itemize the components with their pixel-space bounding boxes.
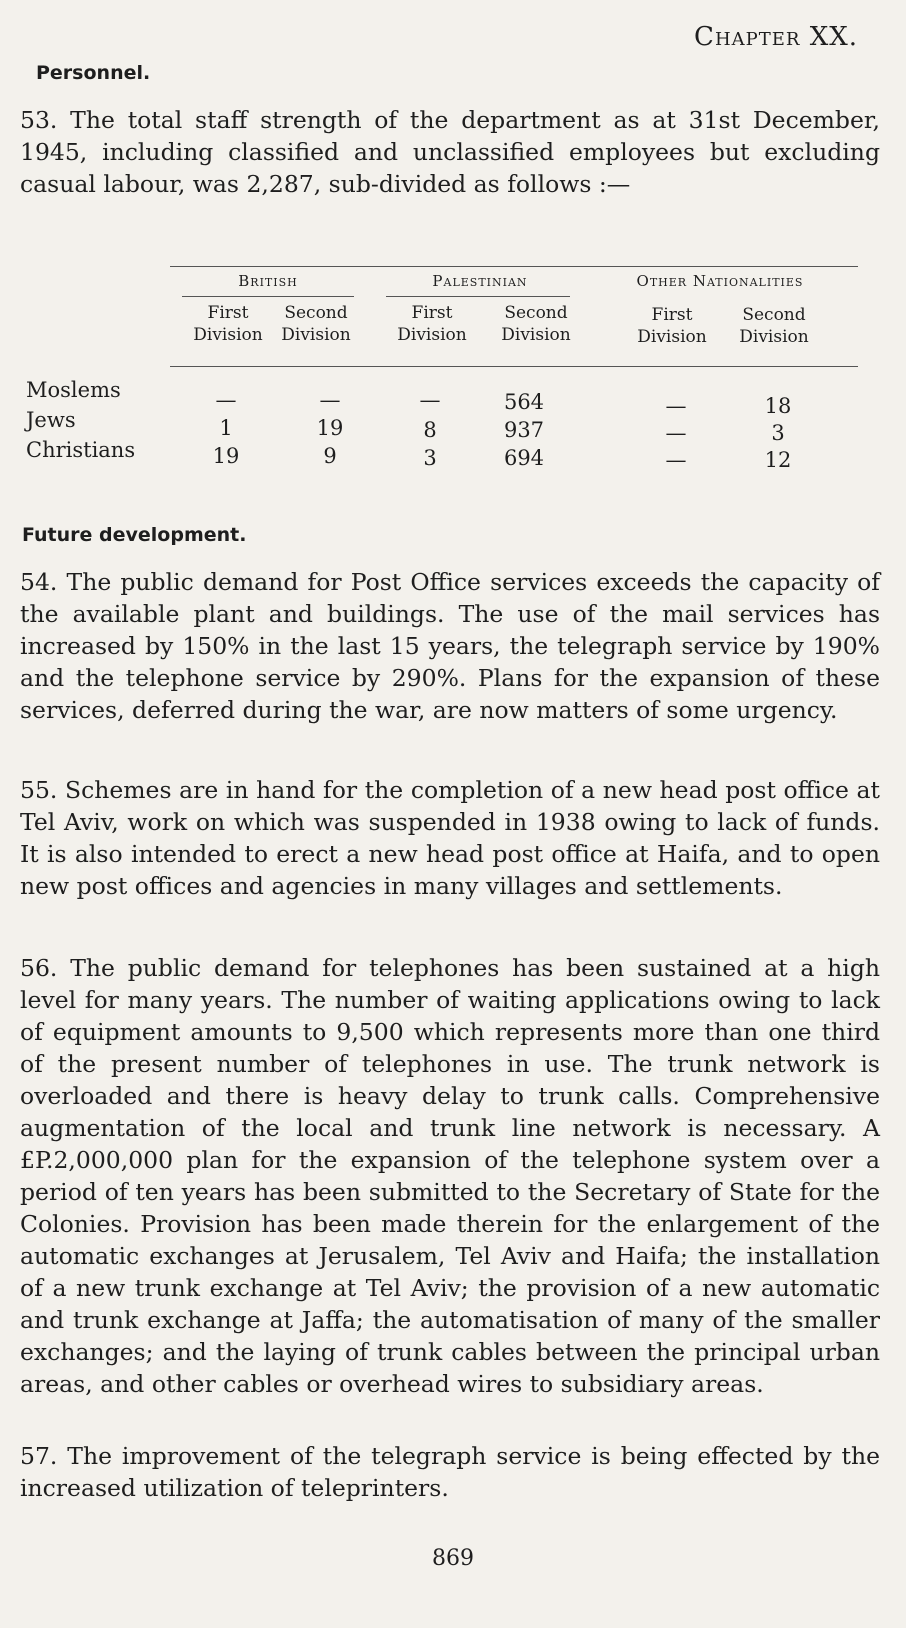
sub-header-british-first (178, 302, 278, 346)
sub-header-text: Division (193, 325, 263, 345)
table-cell: 3 (771, 421, 785, 445)
paragraph-54: 54. The public demand for Post Office services exceeds the capacity of the available plant and buildings. The use of the mail services has increased by 150% in the last 15 years, the telegraph service by 190% and the telephone service by 290%. Plans for the expansion of these services, deferred during the war, are now matters of some urgency. (20, 568, 880, 724)
table-cell: 19 (212, 444, 240, 468)
sub-header-other-first (622, 304, 722, 348)
table-cell: — (665, 421, 687, 445)
table-cell: 12 (764, 448, 792, 472)
sub-header-text: Division (739, 327, 809, 347)
paragraph-53: 53. The total staff strength of the department as at 31st December, 1945, including classified and unclassified employees but excluding casual labour, was 2,287, sub-divided as follows :— (20, 106, 880, 198)
sub-header-text: Second (504, 303, 568, 323)
sub-header-text: Division (501, 325, 571, 345)
table-header-rule (170, 366, 858, 367)
table-cell: — (215, 388, 237, 412)
row-label-moslems: Moslems (26, 378, 121, 402)
sub-header-text: Division (397, 325, 467, 345)
table-cell: 19 (316, 416, 344, 440)
sub-header-text: Division (281, 325, 351, 345)
sub-header-text: Second (742, 305, 806, 325)
table-cell: 9 (323, 444, 337, 468)
table-cell: 694 (503, 446, 545, 470)
group-header-british: British (238, 272, 298, 290)
table-cell: 1 (219, 416, 233, 440)
sub-header-palestinian-first (382, 302, 482, 346)
sub-header-other-second (724, 304, 824, 348)
page-number: 869 (432, 1546, 474, 1571)
table-top-rule (170, 266, 858, 267)
paragraph-56: 56. The public demand for telephones has been sustained at a high level for many years. The number of waiting applications owing to lack of equipment amounts to 9,500 which represents more than one third of the present number of telephones in use. The trunk network is overloaded and there is heavy delay to trunk calls. Comprehensive augmentation of the local and trunk line network is necessary. A £P.2,000,000 plan for the expansion of the telephone system over a period of ten years has been submitted to the Secretary of State for the Colonies. Provision has been made therein for the enlargement of the automatic exchanges at Jerusalem, Tel Aviv and Haifa; the installation of a new trunk exchange at Tel Aviv; the provision of a new automatic and trunk exchange at Jaffa; the automatisation of many of the smaller exchanges; and the laying of trunk cables between the principal urban areas, and other cables or overhead wires to subsidiary areas. (20, 954, 880, 1398)
table-cell: 937 (503, 418, 545, 442)
paragraph-55: 55. Schemes are in hand for the completion of a new head post office at Tel Aviv, work on which was suspended in 1938 owing to lack of funds. It is also intended to erect a new head post office at Haifa, and to open new post offices and agencies in many villages and settlements. (20, 776, 880, 900)
row-label-jews: Jews (26, 408, 76, 432)
row-label-christians: Christians (26, 438, 136, 462)
sub-header-text: First (207, 303, 249, 323)
section-heading-personnel: Personnel. (36, 62, 151, 84)
sub-header-text: Second (284, 303, 348, 323)
sub-header-british-second (266, 302, 366, 346)
table-cell: 8 (423, 418, 437, 442)
group-header-other: Other Nationalities (636, 272, 804, 290)
table-cell: 564 (503, 390, 545, 414)
table-cell: — (665, 394, 687, 418)
section-heading-future: Future development. (22, 524, 247, 546)
table-cell: 18 (764, 394, 792, 418)
group-rule-british (182, 296, 354, 297)
group-header-palestinian: Palestinian (432, 272, 528, 290)
table-cell: — (319, 388, 341, 412)
sub-header-text: Division (637, 327, 707, 347)
table-cell: 3 (423, 446, 437, 470)
group-rule-palestinian (386, 296, 570, 297)
table-cell: — (419, 388, 441, 412)
paragraph-57: 57. The improvement of the telegraph service is being effected by the increased utilization of teleprinters. (20, 1442, 880, 1502)
chapter-heading: Chapter XX. (694, 22, 858, 52)
sub-header-palestinian-second (486, 302, 586, 346)
table-cell: — (665, 448, 687, 472)
sub-header-text: First (651, 305, 693, 325)
sub-header-text: First (411, 303, 453, 323)
